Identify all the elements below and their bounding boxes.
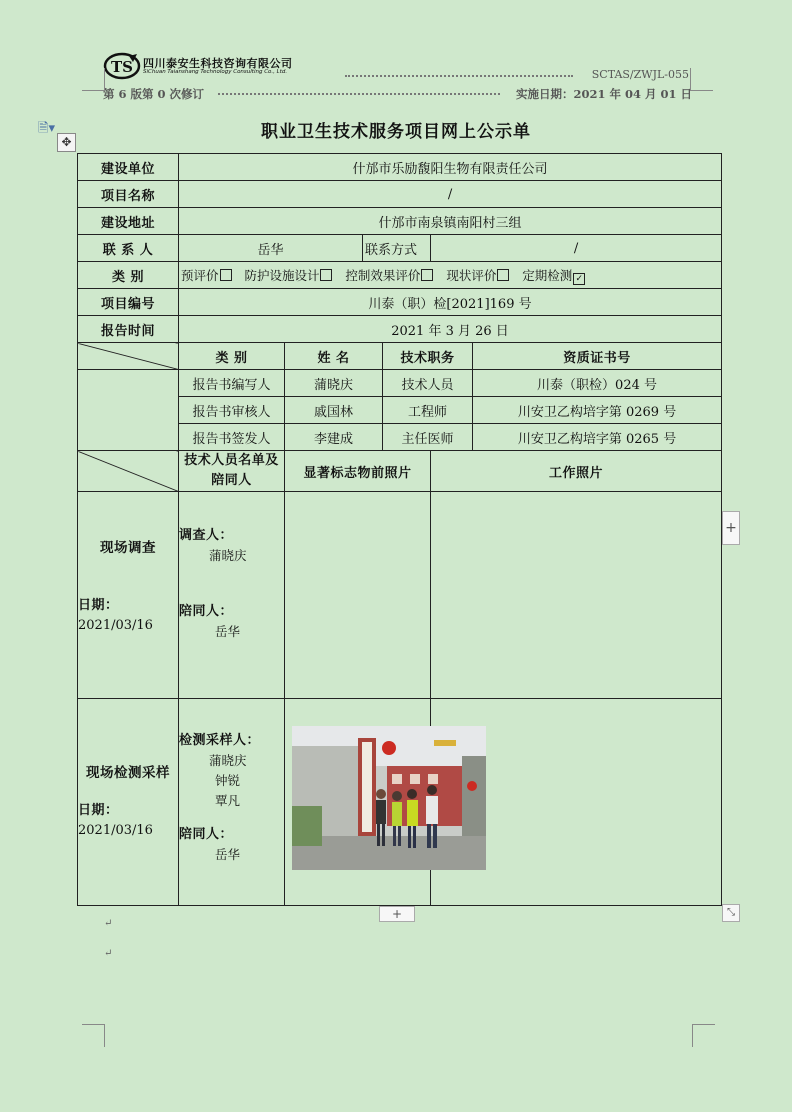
table-row xyxy=(78,154,722,181)
contact-label: 联 系 人 xyxy=(78,235,179,262)
category-label: 类 别 xyxy=(78,262,179,289)
add-row-button[interactable]: + xyxy=(379,906,415,922)
option-control-evaluation[interactable]: 控制效果评价 xyxy=(345,268,434,283)
table-row xyxy=(78,181,722,208)
diagonal-header-cell xyxy=(78,451,179,492)
checked-checkbox-icon[interactable]: ✓ xyxy=(573,273,585,285)
survey-work-photo-cell[interactable] xyxy=(431,492,722,699)
table-row xyxy=(78,492,722,699)
phone-label: 联系方式 xyxy=(363,235,431,262)
address-value[interactable]: 什邡市南泉镇南阳村三组 xyxy=(179,208,722,235)
sampling-title: 现场检测采样 xyxy=(86,765,170,781)
table-row xyxy=(78,235,722,262)
option-pre-evaluation[interactable]: 预评价 xyxy=(181,268,233,283)
staff-header-name: 姓 名 xyxy=(285,343,383,370)
svg-text:TS: TS xyxy=(111,58,133,76)
checkbox-icon[interactable] xyxy=(220,269,232,281)
table-resize-handle-icon[interactable]: ⤡ xyxy=(722,904,740,922)
staff-title[interactable]: 主任医师 xyxy=(383,424,473,451)
photo-header-work: 工作照片 xyxy=(431,451,722,492)
survey-staff-cell xyxy=(179,492,285,699)
header-dotted-line xyxy=(345,75,573,77)
page-corner-mark xyxy=(82,68,105,91)
table-row xyxy=(78,208,722,235)
table-row xyxy=(78,343,722,370)
document-code: SCTAS/ZWJL-055 xyxy=(591,68,689,81)
sampler-name[interactable]: 覃凡 xyxy=(215,793,241,808)
survey-date[interactable]: 2021/03/16 xyxy=(78,618,153,633)
photo-header-landmark: 显著标志物前照片 xyxy=(285,451,431,492)
sampling-date-label: 日期： xyxy=(78,803,119,818)
survey-cell xyxy=(78,492,179,699)
photo-header-staff: 技术人员名单及陪同人 xyxy=(179,451,285,492)
paragraph-mark-icon: ↵ xyxy=(104,918,113,929)
staff-header-category: 类 别 xyxy=(179,343,285,370)
sampling-date[interactable]: 2021/03/16 xyxy=(78,823,153,838)
option-protection-design[interactable]: 防护设施设计 xyxy=(244,268,333,283)
diagonal-header-cell xyxy=(78,343,179,370)
survey-date-label: 日期： xyxy=(78,598,119,613)
number-value[interactable]: 川泰（职）检[2021]169 号 xyxy=(179,289,722,316)
sampler-label: 检测采样人： xyxy=(179,733,261,748)
checkbox-icon[interactable] xyxy=(320,269,332,281)
survey-escort-label: 陪同人： xyxy=(179,604,234,619)
landmark-photo[interactable] xyxy=(292,726,486,870)
logo-emblem-icon xyxy=(103,52,141,80)
document-icon[interactable]: 🗎▾ xyxy=(38,121,55,136)
number-label: 项目编号 xyxy=(78,289,179,316)
add-column-button[interactable]: + xyxy=(722,511,740,545)
table-row xyxy=(78,289,722,316)
address-label: 建设地址 xyxy=(78,208,179,235)
survey-title: 现场调查 xyxy=(100,540,156,556)
staff-header-title: 技术职务 xyxy=(383,343,473,370)
staff-cert[interactable]: 川安卫乙构培字第 0269 号 xyxy=(473,397,722,424)
sampler-name[interactable]: 钟锐 xyxy=(215,773,241,788)
checkbox-icon[interactable] xyxy=(421,269,433,281)
staff-header-cert: 资质证书号 xyxy=(473,343,722,370)
report-time-value[interactable]: 2021 年 3 月 26 日 xyxy=(179,316,722,343)
staff-name[interactable]: 李建成 xyxy=(285,424,383,451)
sampling-escort-label: 陪同人： xyxy=(179,827,234,842)
option-periodic-test[interactable]: 定期检测 ✓ xyxy=(522,268,586,283)
phone-value[interactable]: / xyxy=(431,235,722,262)
table-row xyxy=(78,451,722,492)
staff-name[interactable]: 戚国林 xyxy=(285,397,383,424)
staff-name[interactable]: 蒲晓庆 xyxy=(285,370,383,397)
landmark-photo-image xyxy=(292,726,486,870)
investigator-label: 调查人： xyxy=(179,528,234,543)
project-label: 项目名称 xyxy=(78,181,179,208)
category-options xyxy=(179,262,722,289)
page-corner-mark xyxy=(690,68,713,91)
staff-role[interactable]: 报告书编写人 xyxy=(179,370,285,397)
table-row xyxy=(78,316,722,343)
staff-empty-cell xyxy=(78,370,179,451)
revision-text: 第 6 版第 0 次修订 xyxy=(103,87,205,101)
unit-value[interactable]: 什邡市乐励馥阳生物有限责任公司 xyxy=(179,154,722,181)
table-move-handle-icon[interactable]: ✥ xyxy=(57,133,76,152)
staff-cert[interactable]: 川泰（职检）024 号 xyxy=(473,370,722,397)
page-corner-mark xyxy=(82,1024,105,1047)
survey-escort-name[interactable]: 岳华 xyxy=(215,624,241,639)
staff-title[interactable]: 工程师 xyxy=(383,397,473,424)
staff-role[interactable]: 报告书审核人 xyxy=(179,397,285,424)
unit-label: 建设单位 xyxy=(78,154,179,181)
staff-title[interactable]: 技术人员 xyxy=(383,370,473,397)
effective-date: 实施日期：2021 年 04 月 01 日 xyxy=(515,87,692,101)
staff-role[interactable]: 报告书签发人 xyxy=(179,424,285,451)
option-status-evaluation[interactable]: 现状评价 xyxy=(446,268,510,283)
company-name-cn: 四川泰安生科技咨询有限公司 xyxy=(143,57,293,70)
sampling-staff-cell xyxy=(179,699,285,906)
staff-cert[interactable]: 川安卫乙构培字第 0265 号 xyxy=(473,424,722,451)
project-value[interactable]: / xyxy=(179,181,722,208)
header-dotted-line-2 xyxy=(218,93,500,95)
report-time-label: 报告时间 xyxy=(78,316,179,343)
company-logo xyxy=(103,52,363,82)
survey-landmark-photo-cell[interactable] xyxy=(285,492,431,699)
checkbox-icon[interactable] xyxy=(497,269,509,281)
sampling-escort-name[interactable]: 岳华 xyxy=(215,847,241,862)
contact-value[interactable]: 岳华 xyxy=(179,235,363,262)
page-corner-mark xyxy=(692,1024,715,1047)
sampler-name[interactable]: 蒲晓庆 xyxy=(209,753,247,768)
company-name-en: SiChuan Taianshang Technology Consulting Co., Ltd. xyxy=(143,69,288,75)
table-row xyxy=(78,370,722,397)
paragraph-mark-icon: ↵ xyxy=(104,948,113,959)
page-title: 职业卫生技术服务项目网上公示单 xyxy=(261,122,531,142)
investigator-name[interactable]: 蒲晓庆 xyxy=(209,548,247,563)
table-row xyxy=(78,262,722,289)
sampling-cell xyxy=(78,699,179,906)
